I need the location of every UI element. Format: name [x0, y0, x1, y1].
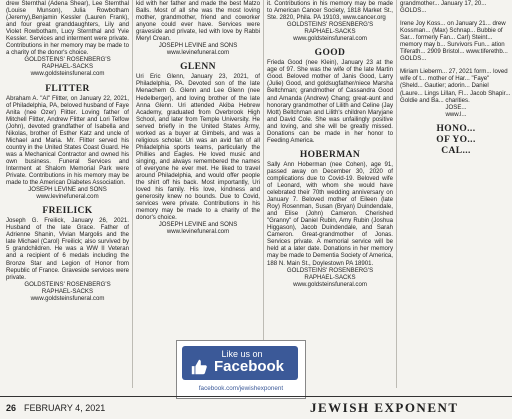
obituary-column-3	[267, 0, 393, 288]
funeral-home-website[interactable]: www.goldsteinsfuneral.com	[30, 70, 105, 78]
obituary-heading-freilick: FREILICK	[42, 206, 93, 217]
funeral-home: JOSE...	[445, 103, 467, 111]
obituary-body: Sally Ann Hoberman (nee Cohen), age 91, passed away on December 30, 2020 of complications due to Covid-19. Beloved wife of Leonard, with whom she would have celebrated their 70th wedding anniversary on January 7. Beloved mother of Eileen (late Roy) Rosenman, Susan (Bryan) Duindendale, and Elise (John) Cameron. Cherished "Granny" of Daniel Rubin, Amy Rubin (Joshua Higgason), Jacob Duindendale, and Sarah Cameron. Great-grandmother of Jonas. Services private. A memorial service will be held at a later date. Donations in her memory may be made to Dementia Society of America, 188 N. Main St., Doylestown PA 18901.	[267, 160, 393, 267]
honor-ad-line: OF YO...	[436, 134, 476, 145]
publication-title: JEWISH EXPONENT	[310, 400, 459, 415]
thumbs-up-icon	[190, 358, 208, 376]
funeral-home: JOSEPH LEVINE and SONS	[28, 186, 107, 194]
obituary-body: Joseph G. Freilick, January 26, 2021. Husband of the late Grace. Father of Adrienne Shanin, Vivian Margolis and the late Michael (Carol) Freilick; also survived by 5 grandchildren. He was a WW II Veteran and a recipient of 6 medals including the Bronze Star and Legion of Honor from Republic of France. Graveside services were private.	[6, 217, 129, 281]
obituary-body: Frieda Good (nee Klein), January 23 at the age of 97. She was the wife of the late Martin Good. Beloved mother of Janis Good, Larry (Julie) Good, and goldsugfather/niece Marsha Beltchman; grandmother of Cassandra Good and Amanda (Andrew) Chang; great-aunt and honorary grandmother of Lilith and Celine (Jay Mott) Beltchman and Lilith's children Maryjane and David Cole. She was unfailingly positive and loving, and she will be greatly missed. Donations can be made in her honor to Feeding America.	[267, 59, 393, 144]
page-footer	[0, 396, 512, 419]
funeral-home: RAPHAEL-SACKS	[41, 287, 94, 295]
facebook-logo-text: Facebook	[214, 358, 285, 375]
funeral-home: JOSEPH LEVINE and SONS	[158, 221, 238, 229]
obituary-column-1	[6, 0, 129, 302]
funeral-home: GOLDSTEINS' ROSENBERG'S	[24, 280, 111, 288]
ad-like-text: Like us on	[221, 349, 263, 359]
column-rule	[396, 0, 397, 388]
obituary-column-2	[136, 0, 260, 235]
funeral-home-website[interactable]: www.levinefuneral.com	[166, 49, 230, 57]
obituary-body: Abraham A. "Al" Flitter, on January 22, 2021, of Philadelphia, PA, beloved husband of Faye Anita (nee Ozer) Flitter. Loving father of Mitchell Flitter, Andrew Flitter and Lori Telfow (John), devoted grandfather of Isabella and Nikolas, brother of Esther Katz and uncle of Michael and Maria. Mr. Flitter served his country in the United States Coast Guard. He was a Mechanical Contractor and owned his own business. Funeral Services and Interment at Shalom Memorial Park were Private. Contributions in his memory may be made to the American Diabetes Association.	[6, 94, 129, 187]
obituary-body: Uri Eric Glenn, January 23, 2021, of Philadelphia, PA. Devoted son of the late Menachem G. Glenn and Lee Glenn (nee Hedelberger), and loving brother of the late Anna Glenn. Uri attended Akiba Hebrew Academy, graduated from Overbrook High School, and later from Temple University. He served briefly in the United States Army, worked as a buyer at Gimbels, and was a religious scholar. Uri was an avid fan of all Philadelphia sports teams, particularly the Phillies and Eagles. He loved music and singing, and always remembered the names of everyone he ever met. He liked to travel around Philadelphia, and would offer people the shirt off his back. Most importantly, Uri loved his family. His love, kindness and generosity knew no bounds. Due to Covid, services were private. Contributions in his memory may be made to a charity of the donor's choice.	[136, 73, 260, 222]
facebook-banner	[182, 346, 298, 380]
obituary-continuation: kid with her father and made the best Matzo Balls. Most of all she was the most loving mother, grandmother, friend and coworker anyone could ever have. Services were graveside and private, led with love by Rabbi Meryl Crean.	[136, 0, 260, 43]
funeral-home-website[interactable]: www.goldsteinsfuneral.com	[30, 294, 105, 302]
obituary-column-4	[400, 0, 512, 157]
obituary-continuation: it. Contributions in his memory may be made to American Cancer Society, 1818 Market St., Ste. 2820, Phila. PA 19103, www.cancer.org	[267, 0, 393, 22]
funeral-home: JOSEPH LEVINE and SONS	[158, 42, 238, 50]
obituary-heading-good: GOOD	[314, 48, 346, 59]
funeral-home-website[interactable]: www.l...	[445, 110, 467, 118]
facebook-ad[interactable]	[176, 340, 306, 399]
funeral-home: RAPHAEL-SACKS	[304, 273, 356, 281]
obituary-heading-flitter: FLITTER	[45, 83, 90, 94]
funeral-home-website[interactable]: www.goldsteinsfuneral.com	[293, 280, 367, 288]
column-rule	[263, 0, 264, 388]
obituary-body: Miriam Lieberm... 27, 2021 form... loved wife of t... mother of Har... "Faye" (Sheld... Gautier; adorin... Daniel (Laure... Lings Lillan, Fl... Jacob Shapir... Goldie and Ba... charities.	[400, 68, 511, 104]
obituary-heading-glenn: GLENN	[180, 62, 216, 73]
obituary-continuation: drew Sternthal (Adena Shear), Lee Sternthal (Louise Munson), Julia Rowbotham (Jeremy),Benjamin Kessler (Lauren Frank), and four great granddaughters, Lily and Violet Rowbotham, Lucy Sternthal and Yvie Kessler. Services and interment were private. Contributions in her memory may be made to a charity of the donor's choice.	[6, 0, 129, 57]
funeral-home-website[interactable]: www.levinefuneral.com	[36, 193, 99, 201]
honor-ad-line: HONO...	[436, 123, 476, 134]
page-number: 26	[6, 403, 17, 413]
funeral-home: GOLDSTEINS' ROSENBERG'S	[286, 266, 374, 274]
issue-date: FEBRUARY 4, 2021	[24, 403, 106, 413]
funeral-home: RAPHAEL-SACKS	[304, 28, 356, 36]
facebook-url[interactable]: facebook.com/jewishexponent	[198, 385, 284, 392]
obituary-continuation: grandmother... January 17, 20... GOLDS...	[400, 0, 487, 15]
funeral-home: RAPHAEL-SACKS	[41, 63, 94, 71]
obituary-body: Irene Joy Koss... on January 21... drew Kossman... (Max) Schnap... Bubbie of Sar... formerly Fan... Carl) Steint... memory may b... Survivors Fun... ation Tiferath... 2909 Bristol... www.tiferethb... GOLDS...	[400, 20, 508, 63]
funeral-home-website[interactable]: www.levinefuneral.com	[166, 228, 230, 236]
funeral-home: GOLDSTEINS' ROSENBERG'S	[24, 56, 111, 64]
column-rule	[132, 0, 133, 388]
obituary-heading-hoberman: HOBERMAN	[299, 149, 361, 160]
honor-ad-line: CAL...	[441, 145, 471, 156]
funeral-home: GOLDSTEINS' ROSENBERG'S	[286, 21, 374, 29]
funeral-home-website[interactable]: www.goldsteinsfuneral.com	[293, 35, 367, 43]
